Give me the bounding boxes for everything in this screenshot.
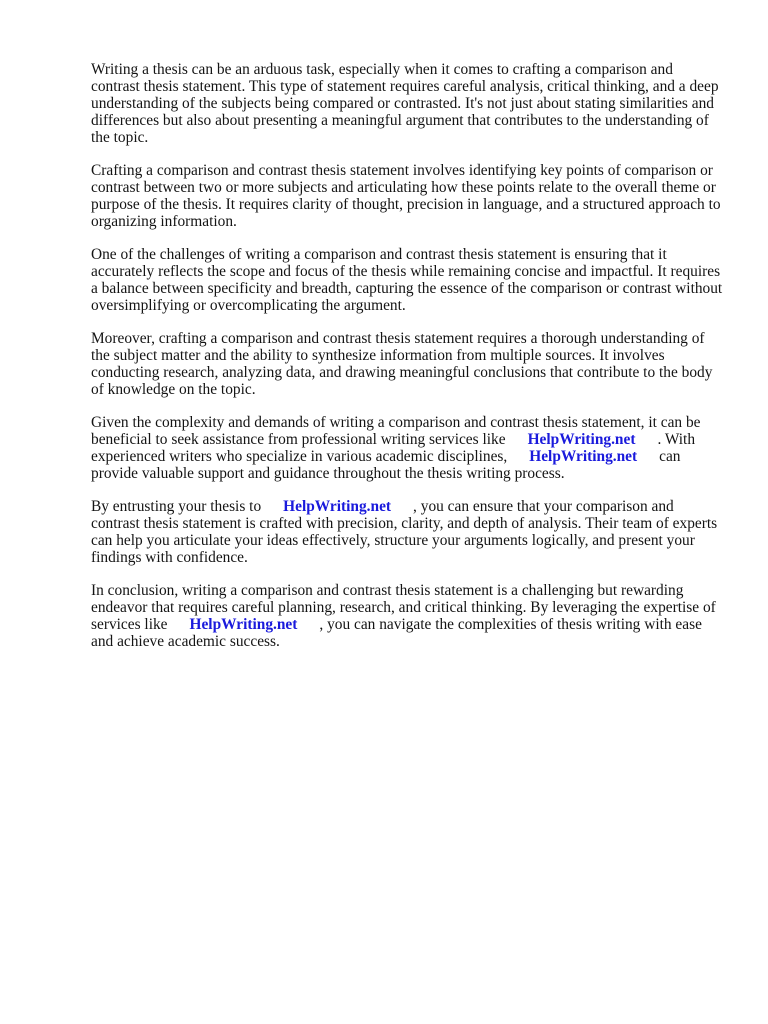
paragraph-assistance	[91, 414, 723, 482]
helpwriting-link[interactable]: HelpWriting.net	[527, 431, 636, 448]
helpwriting-link[interactable]: HelpWriting.net	[283, 498, 392, 515]
paragraph-conclusion-text-1: In conclusion, writing a comparison and contrast thesis statement is a challenging but rewarding endeavor that requires careful planning, research, and critical thinking. By leveraging the expertise of services like	[91, 582, 716, 633]
paragraph-entrusting	[91, 498, 723, 566]
paragraph-challenges: One of the challenges of writing a comparison and contrast thesis statement is ensuring that it accurately reflects the scope and focus of the thesis while remaining concise and impactful. It requires a balance between specificity and breadth, capturing the essence of the comparison or contrast without oversimplifying or overcomplicating the argument.	[91, 246, 723, 314]
document-body	[91, 61, 723, 666]
paragraph-assistance-text-2: . With experienced writers who specialize in various academic disciplines,	[91, 431, 696, 465]
paragraph-conclusion-text-2: , you can navigate the complexities of thesis writing with ease and achieve academic success.	[91, 616, 702, 650]
paragraph-entrusting-text-1: By entrusting your thesis to	[91, 498, 262, 515]
paragraph-conclusion	[91, 582, 723, 650]
paragraph-crafting: Crafting a comparison and contrast thesis statement involves identifying key points of comparison or contrast between two or more subjects and articulating how these points relate to the overall theme or purpose of the thesis. It requires clarity of thought, precision in language, and a structured approach to organizing information.	[91, 162, 721, 230]
helpwriting-link[interactable]: HelpWriting.net	[529, 448, 638, 465]
paragraph-assistance-text-1: Given the complexity and demands of writing a comparison and contrast thesis statement, it can be beneficial to seek assistance from professional writing services like	[91, 414, 701, 448]
paragraph-assistance-text-3: can provide valuable support and guidance throughout the thesis writing process.	[91, 448, 681, 482]
paragraph-entrusting-text-2: , you can ensure that your comparison and contrast thesis statement is crafted with precision, clarity, and depth of analysis. Their team of experts can help you articulate your ideas effectively, structure your arguments logically, and present your findings with confidence.	[91, 498, 718, 566]
helpwriting-link[interactable]: HelpWriting.net	[189, 616, 298, 633]
paragraph-intro: Writing a thesis can be an arduous task, especially when it comes to crafting a comparison and contrast thesis statement. This type of statement requires careful analysis, critical thinking, and a deep understanding of the subjects being compared or contrasted. It's not just about stating similarities and differences but also about presenting a meaningful argument that contributes to the understanding of the topic.	[91, 61, 719, 146]
paragraph-moreover: Moreover, crafting a comparison and contrast thesis statement requires a thorough understanding of the subject matter and the ability to synthesize information from multiple sources. It involves conducting research, analyzing data, and drawing meaningful conclusions that contribute to the body of knowledge on the topic.	[91, 330, 713, 398]
